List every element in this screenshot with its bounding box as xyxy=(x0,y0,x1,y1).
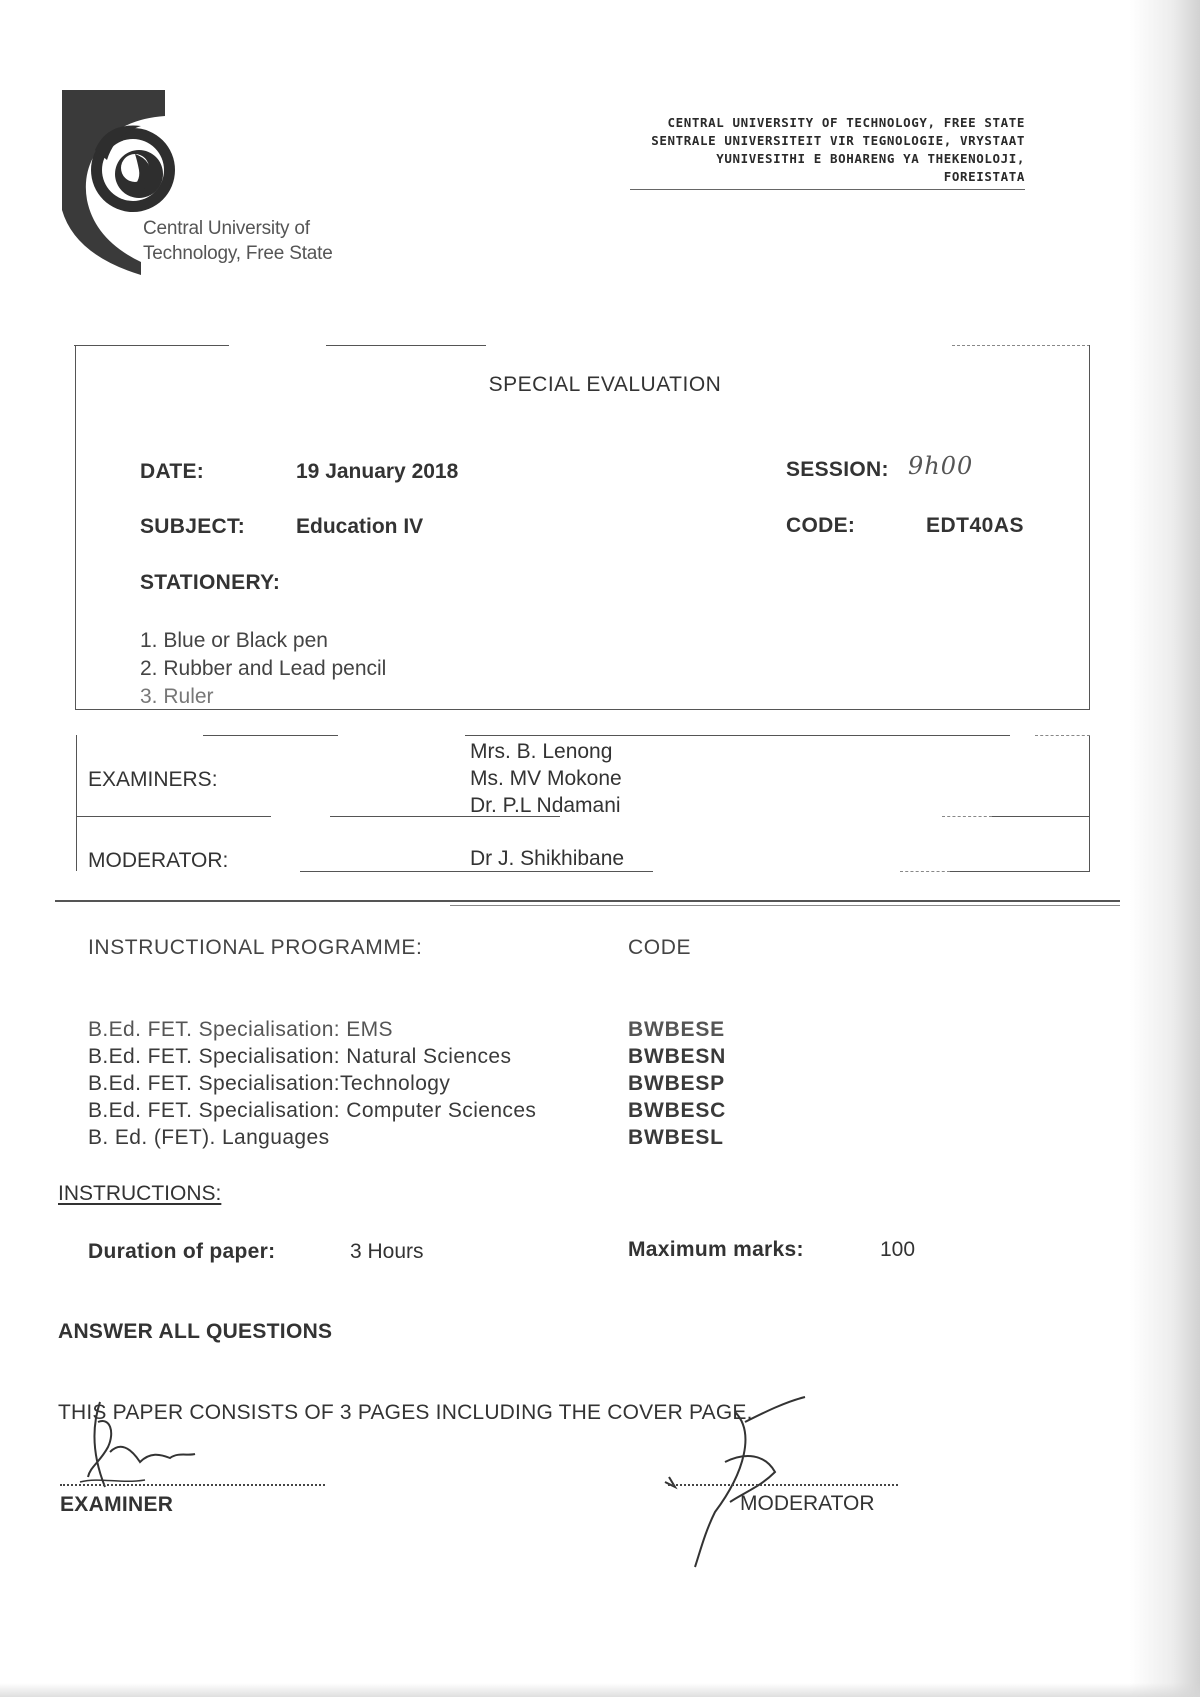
pages-note: THIS PAPER CONSISTS OF 3 PAGES INCLUDING THE COVER PAGE. xyxy=(58,1401,753,1424)
university-name-english: CENTRAL UNIVERSITY OF TECHNOLOGY, FREE STATE xyxy=(667,115,1025,130)
programme-code: BWBESP xyxy=(628,1072,725,1095)
programme-code: BWBESC xyxy=(628,1099,727,1122)
programme-name: B.Ed. FET. Specialisation: Natural Sciences xyxy=(88,1045,512,1068)
date-value: 19 January 2018 xyxy=(296,460,459,483)
eval-box-top-rule-3 xyxy=(952,345,1090,346)
logo-text xyxy=(143,216,333,266)
subject-value: Education IV xyxy=(296,515,424,538)
eval-box-left-border xyxy=(75,345,76,710)
examiner-signature-line xyxy=(60,1484,325,1486)
cut-logo xyxy=(55,90,375,275)
max-marks-value: 100 xyxy=(880,1238,916,1261)
university-names xyxy=(630,114,1025,186)
staff-box-bottom-rule-4 xyxy=(950,871,1090,872)
moderator-signature-icon xyxy=(655,1392,855,1572)
programme-name: B. Ed. (FET). Languages xyxy=(88,1126,330,1149)
staff-box-bottom-rule-2 xyxy=(458,871,653,872)
eval-box-right-border xyxy=(1089,345,1090,710)
staff-box-top-rule-1 xyxy=(203,735,338,736)
session-label: SESSION: xyxy=(786,458,889,481)
staff-box-bottom-rule-1 xyxy=(300,871,458,872)
university-name-afrikaans: SENTRALE UNIVERSITEIT VIR TEGNOLOGIE, VRYSTAAT xyxy=(651,133,1025,148)
staff-box-mid-rule-4 xyxy=(992,816,1090,817)
examiners-list xyxy=(470,738,622,819)
scan-edge-shadow xyxy=(1130,0,1200,1697)
subject-label: SUBJECT: xyxy=(140,515,246,538)
eval-box-top-rule-2 xyxy=(326,345,486,346)
university-name-sesotho: YUNIVESITHI E BOHARENG YA THEKENOLOJI, FOREISTATA xyxy=(716,151,1025,184)
code-value: EDT40AS xyxy=(926,514,1025,537)
programme-name: B.Ed. FET. Specialisation: Computer Sciences xyxy=(88,1099,537,1122)
staff-box-bottom-rule-3 xyxy=(900,871,950,872)
programme-list xyxy=(88,1016,536,1151)
moderator-signature-line xyxy=(668,1484,898,1486)
programme-code: BWBESN xyxy=(628,1045,727,1068)
moderator-label: MODERATOR: xyxy=(88,849,229,872)
logo-text-line-1: Central University of xyxy=(143,218,310,239)
scan-bottom-shadow xyxy=(0,1683,1200,1697)
answer-all-questions: ANSWER ALL QUESTIONS xyxy=(58,1320,333,1343)
max-marks-label: Maximum marks: xyxy=(628,1238,804,1261)
section-separator-rule-2 xyxy=(450,905,1120,906)
date-label: DATE: xyxy=(140,460,205,483)
programme-code: BWBESE xyxy=(628,1018,725,1041)
moderator-name: Dr J. Shikhibane xyxy=(470,847,625,870)
duration-value: 3 Hours xyxy=(350,1240,424,1263)
evaluation-title: SPECIAL EVALUATION xyxy=(488,373,722,396)
code-label: CODE: xyxy=(786,514,856,537)
stationery-item: 1. Blue or Black pen xyxy=(140,629,328,652)
staff-box-top-rule-2 xyxy=(465,735,1010,736)
examiner-name: Dr. P.L Ndamani xyxy=(470,794,621,817)
programme-code: BWBESL xyxy=(628,1126,724,1149)
programme-name: B.Ed. FET. Specialisation: EMS xyxy=(88,1018,393,1041)
stationery-label: STATIONERY: xyxy=(140,571,281,594)
examiner-name: Mrs. B. Lenong xyxy=(470,740,613,763)
moderator-signature-label: MODERATOR xyxy=(740,1492,875,1515)
logo-text-line-2: Technology, Free State xyxy=(143,243,333,264)
staff-box-mid-rule-1 xyxy=(76,816,271,817)
stationery-item: 2. Rubber and Lead pencil xyxy=(140,657,387,680)
programme-heading: INSTRUCTIONAL PROGRAMME: xyxy=(88,936,423,959)
instructions-heading: INSTRUCTIONS: xyxy=(58,1182,222,1205)
examiner-name: Ms. MV Mokone xyxy=(470,767,622,790)
programme-code-heading: CODE xyxy=(628,936,692,959)
programme-code-list xyxy=(628,1016,726,1151)
staff-box-mid-rule-3 xyxy=(942,816,992,817)
staff-box-left-border xyxy=(76,735,77,871)
stationery-item: 3. Ruler xyxy=(140,685,214,708)
stationery-list xyxy=(140,627,386,711)
duration-label: Duration of paper: xyxy=(88,1240,276,1263)
staff-box-right-border xyxy=(1089,735,1090,871)
staff-box-top-rule-3 xyxy=(1035,735,1090,736)
examiners-label: EXAMINERS: xyxy=(88,768,218,791)
section-separator-rule-1 xyxy=(55,900,1120,902)
session-value: 9h00 xyxy=(908,452,974,480)
examiner-signature-label: EXAMINER xyxy=(60,1493,174,1516)
programme-name: B.Ed. FET. Specialisation:Technology xyxy=(88,1072,451,1095)
university-names-rule xyxy=(630,189,1025,190)
eval-box-top-rule-1 xyxy=(74,345,229,346)
